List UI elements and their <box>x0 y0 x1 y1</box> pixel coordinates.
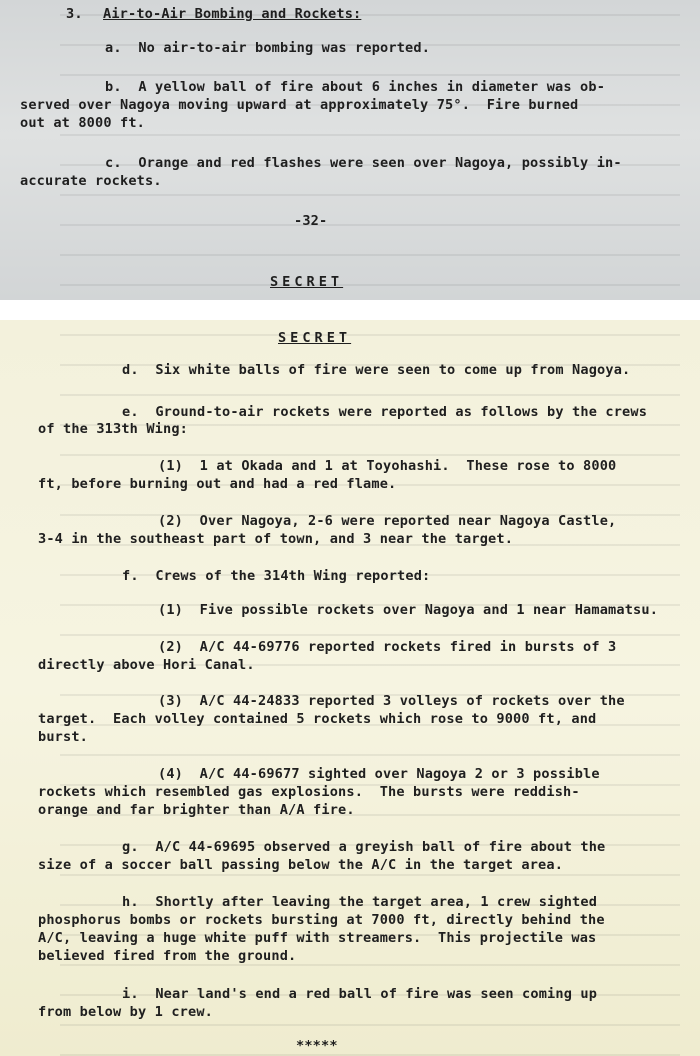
para-h-line-4: believed fired from the ground. <box>38 948 297 964</box>
classification-footer: SECRET <box>270 274 344 290</box>
para-e2-line-1: (2) Over Nagoya, 2-6 were reported near Nagoya Castle, <box>158 513 617 529</box>
end-mark: ***** <box>296 1038 338 1054</box>
para-f4-line-2: rockets which resembled gas explosions. The bursts were reddish- <box>38 784 580 800</box>
document-page-bottom <box>0 320 700 1056</box>
para-b-line-2: served over Nagoya moving upward at approximately 75°. Fire burned <box>20 97 579 113</box>
para-e-line-2: of the 313th Wing: <box>38 421 189 437</box>
para-e1-line-1: (1) 1 at Okada and 1 at Toyohashi. These rose to 8000 <box>158 458 617 474</box>
para-a: a. No air-to-air bombing was reported. <box>105 40 431 56</box>
para-c-line-2: accurate rockets. <box>20 173 162 189</box>
section-title: Air-to-Air Bombing and Rockets: <box>103 6 362 22</box>
section-number: 3. <box>66 6 83 22</box>
para-h-line-2: phosphorus bombs or rockets bursting at 7000 ft, directly behind the <box>38 912 605 928</box>
para-c-line-1: c. Orange and red flashes were seen over Nagoya, possibly in- <box>105 155 622 171</box>
para-f1: (1) Five possible rockets over Nagoya and 1 near Hamamatsu. <box>158 602 659 618</box>
para-h-line-3: A/C, leaving a huge white puff with streamers. This projectile was <box>38 930 597 946</box>
para-g-line-1: g. A/C 44-69695 observed a greyish ball of fire about the <box>122 839 606 855</box>
para-b-line-1: b. A yellow ball of fire about 6 inches in diameter was ob- <box>105 79 606 95</box>
para-f2-line-1: (2) A/C 44-69776 reported rockets fired in bursts of 3 <box>158 639 617 655</box>
para-i-line-2: from below by 1 crew. <box>38 1004 214 1020</box>
para-i-line-1: i. Near land's end a red ball of fire was seen coming up <box>122 986 598 1002</box>
para-f3-line-3: burst. <box>38 729 89 745</box>
para-d: d. Six white balls of fire were seen to come up from Nagoya. <box>122 362 631 378</box>
para-e-line-1: e. Ground-to-air rockets were reported as follows by the crews <box>122 404 648 420</box>
para-f3-line-2: target. Each volley contained 5 rockets which rose to 9000 ft, and <box>38 711 597 727</box>
classification-header: SECRET <box>278 330 352 346</box>
para-g-line-2: size of a soccer ball passing below the A/C in the target area. <box>38 857 564 873</box>
para-f4-line-1: (4) A/C 44-69677 sighted over Nagoya 2 or 3 possible <box>158 766 600 782</box>
para-b-line-3: out at 8000 ft. <box>20 115 146 131</box>
para-h-line-1: h. Shortly after leaving the target area, 1 crew sighted <box>122 894 598 910</box>
para-f4-line-3: orange and far brighter than A/A fire. <box>38 802 355 818</box>
page-number: -32- <box>294 213 328 229</box>
document-page-top <box>0 0 700 300</box>
para-e1-line-2: ft, before burning out and had a red flame. <box>38 476 397 492</box>
para-f: f. Crews of the 314th Wing reported: <box>122 568 431 584</box>
para-f2-line-2: directly above Hori Canal. <box>38 657 255 673</box>
para-f3-line-1: (3) A/C 44-24833 reported 3 volleys of rockets over the <box>158 693 625 709</box>
para-e2-line-2: 3-4 in the southeast part of town, and 3 near the target. <box>38 531 514 547</box>
